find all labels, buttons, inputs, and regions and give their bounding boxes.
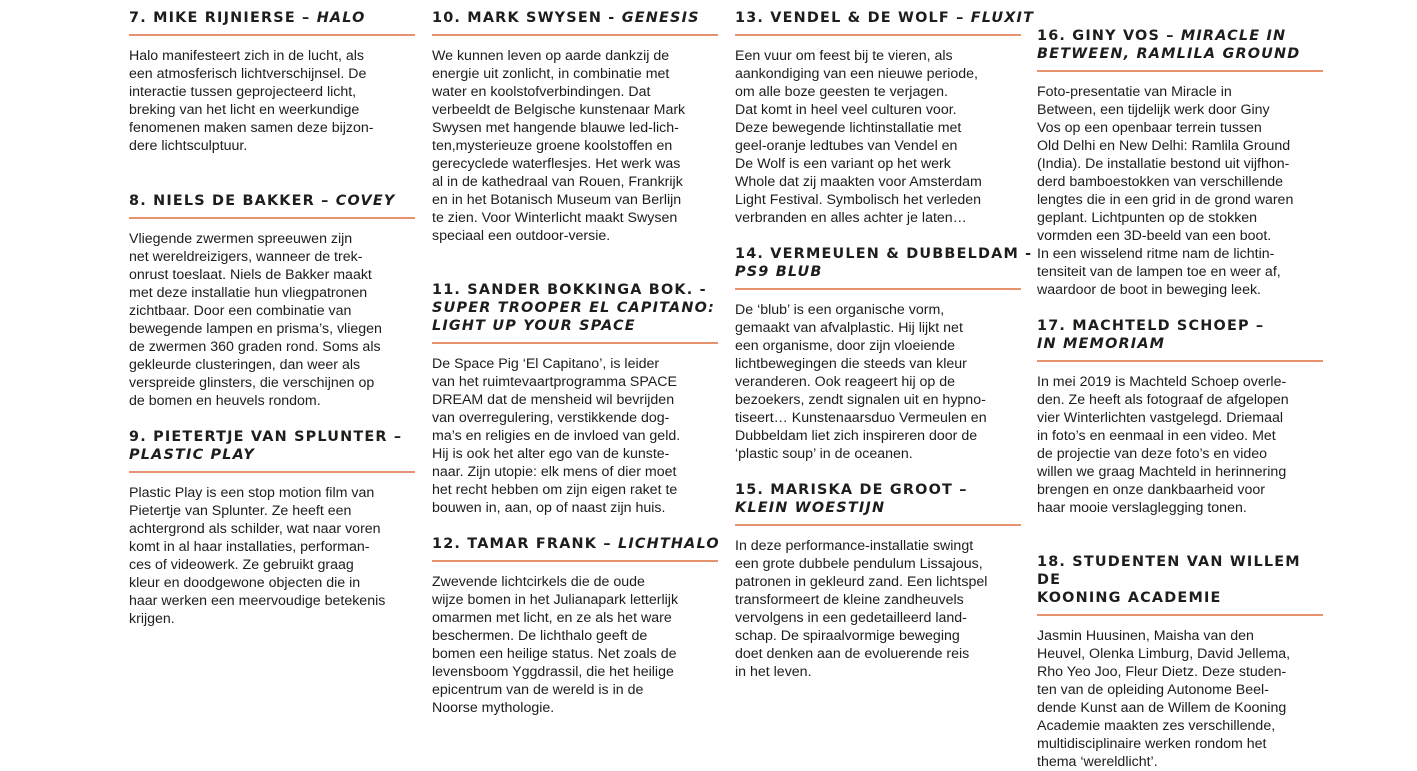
artist-name: 17. MACHTELD SCHOEP – <box>1037 318 1265 334</box>
work-title: PLASTIC PLAY <box>129 447 255 463</box>
artist-name: 11. SANDER BOKKINGA BOK. - <box>432 282 707 298</box>
entry-body: In mei 2019 is Machteld Schoep overle- den. Ze heeft als fotograaf de afgelopen vier Winterlichten vastgelegd. Driemaal in foto’s en eenmaal in een video. Met de projectie van deze foto’s en video willen we graag Machteld in herinnering brengen en onze dankbaarheid voor haar mooie verslaglegging tonen. <box>1037 374 1289 516</box>
entry-14 <box>735 235 1033 463</box>
entry-body: Een vuur om feest bij te vieren, als aankondiging van een nieuwe periode, om alle boze geesten te verjagen. Dat komt in heel veel culturen voor. Deze bewegende lichtinstallatie met geel-oranje ledtubes van Vendel en De Wolf is een variant op het werk Whole dat zij maakten voor Amsterdam Light Festival. Symbolisch het verleden verbranden en alles achter je laten… <box>735 48 982 226</box>
entry-body: We kunnen leven op aarde dankzij de energie uit zonlicht, in combinatie met water en koolstofverbindingen. Dat verbeeldt de Belgische kunstenaar Mark Swysen met hangende blauwe led-lich- ten,mysterieuze groene koolstoffen en gerecyclede waterflesjes. Het werk was al in de kathedraal van Rouen, Frankrijk en in het Botanisch Museum van Berlijn te zien. Voor Winterlicht maakt Swysen speciaal een outdoor-versie. <box>432 48 686 244</box>
artist-name: 16. GINY VOS – <box>1037 28 1175 44</box>
entry-body: Foto-presentatie van Miracle in Between, een tijdelijk werk door Giny Vos op een openbaar terrein tussen Old Delhi en New Delhi: Ramlila Ground (India). De installatie bestond uit vijfhon- derd bamboestokken van verschillende lengtes die in een grid in de grond waren geplant. Lichtpunten op de stokken vormden een 3D-beeld van een boot. In een wisselend ritme nam de lichtin- tensiteit van de lampen toe en weer af, waardoor de boot in beweging leek. <box>1037 84 1294 298</box>
entry-body: Jasmin Huusinen, Maisha van den Heuvel, Olenka Limburg, David Jellema, Rho Yeo Joo, Fleur Dietz. Deze studen- ten van de opleiding Autonome Beel- dende Kunst aan de Willem de Kooning Academie maakten zes verschillende, multidisciplinaire werken rondom het thema ‘wereldlicht’. <box>1037 628 1291 770</box>
work-title: KLEIN WOESTIJN <box>735 500 886 516</box>
entry-17 <box>1037 307 1323 517</box>
entry-18 <box>1037 525 1323 771</box>
work-title: GENESIS <box>621 10 700 26</box>
entry-body: Plastic Play is een stop motion film van Pietertje van Splunter. Ze heeft een achtergrond als schilder, wat naar voren komt in al haar installaties, performan- ces of videowerk. Ze gebruikt graag kleur en doodgewone objecten die in haar werken een meervoudige betekenis krijgen. <box>129 485 386 627</box>
entry-heading <box>432 525 718 562</box>
entry-body: Vliegende zwermen spreeuwen zijn net wereldreizigers, wanneer de trek- onrust toeslaat. Niels de Bakker maakt met deze installatie hun vliegpatronen zichtbaar. Door een combinatie van bewegende lampen en prisma’s, vliegen de zwermen 360 graden rond. Soms als gekleurde clusteringen, dan weer als verspreide glinsters, die verschijnen op de bomen en heuvels rondom. <box>129 231 382 409</box>
entry-16 <box>1037 0 1323 299</box>
entry-heading <box>432 0 718 36</box>
entry-12 <box>432 525 718 717</box>
column-4 <box>1037 0 1323 771</box>
column-3 <box>735 0 1035 681</box>
artist-name: 14. VERMEULEN & DUBBELDAM - <box>735 246 1033 262</box>
entry-heading <box>129 182 415 219</box>
work-title: HALO <box>316 10 366 26</box>
entry-body: De ‘blub’ is een organische vorm, gemaakt van afvalplastic. Hij lijkt net een organisme, door zijn vloeiende lichtbewegingen die steeds van kleur veranderen. Ook reageert hij op de bezoekers, zendt signalen uit en hypno- tiseert… Kunstenaarsduo Vermeulen en Dubbeldam liet zich inspireren door de ‘plastic soup’ in de oceanen. <box>735 302 987 462</box>
artist-name: 8. NIELS DE BAKKER – <box>129 193 330 209</box>
entry-heading <box>432 253 718 344</box>
entry-09 <box>129 418 415 628</box>
entry-10 <box>432 0 718 245</box>
column-1 <box>129 0 415 628</box>
entry-body: Zwevende lichtcirkels die de oude wijze bomen in het Julianapark letterlijk omarmen met licht, en ze als het ware beschermen. De lichthalo geeft de bomen een heilige status. Net zoals de levensboom Yggdrassil, die het heilige epicentrum van de wereld is in de Noorse mythologie. <box>432 574 679 716</box>
artist-name: 15. MARISKA DE GROOT – <box>735 482 968 498</box>
artist-name: 10. MARK SWYSEN - <box>432 10 616 26</box>
entry-heading <box>129 418 415 473</box>
artist-name: 13. VENDEL & DE WOLF – <box>735 10 965 26</box>
artist-name: 9. PIETERTJE VAN SPLUNTER – <box>129 429 403 445</box>
work-title: LICHTHALO <box>617 536 720 552</box>
work-title: COVEY <box>335 193 396 209</box>
work-title: MIRACLE IN BETWEEN, RAMLILA GROUND <box>1037 28 1301 62</box>
artist-name: 12. TAMAR FRANK – <box>432 536 612 552</box>
entry-heading <box>1037 525 1323 616</box>
work-title: PS9 BLUB <box>735 264 823 280</box>
entry-heading <box>735 0 1035 36</box>
entry-body: Halo manifesteert zich in de lucht, als een atmosferisch lichtverschijnsel. De interactie tussen geprojecteerd licht, breking van het licht en weerkundige fenomenen maken samen deze bijzon- dere lichtsculptuur. <box>129 48 374 154</box>
entry-heading <box>129 0 415 36</box>
entry-heading <box>1037 307 1323 362</box>
entry-11 <box>432 253 718 517</box>
artist-name: 7. MIKE RIJNIERSE – <box>129 10 311 26</box>
entry-08 <box>129 182 415 410</box>
entry-heading <box>735 235 1033 290</box>
entry-body: In deze performance-installatie swingt een grote dubbele pendulum Lissajous, patronen in gekleurd zand. Een lichtspel transformeert de kleine zandheuvels vervolgens in een gedetailleerd land- schap. De spiraalvormige beweging doet denken aan de evoluerende reis in het leven. <box>735 538 988 680</box>
artist-name: 18. STUDENTEN VAN WILLEM DE KOONING ACADEMIE <box>1037 554 1301 606</box>
column-2 <box>432 0 718 717</box>
work-title: IN MEMORIAM <box>1037 336 1166 352</box>
entry-07 <box>129 0 415 155</box>
entry-15 <box>735 471 1021 681</box>
entry-heading <box>1037 0 1323 72</box>
work-title: SUPER TROOPER EL CAPITANO: LIGHT UP YOUR SPACE <box>432 300 716 334</box>
entry-13 <box>735 0 1035 227</box>
work-title: FLUXIT <box>970 10 1035 26</box>
entry-heading <box>735 471 1021 526</box>
entry-body: De Space Pig ‘El Capitano’, is leider van het ruimtevaartprogramma SPACE DREAM dat de mensheid wil bevrijden van overregulering, verstikkende dog- ma’s en religies en de invloed van geld. Hij is ook het alter ego van de kunste- naar. Zijn utopie: elk mens of dier moet het recht hebben om zijn eigen raket te bouwen in, aan, op of naast zijn huis. <box>432 356 681 516</box>
